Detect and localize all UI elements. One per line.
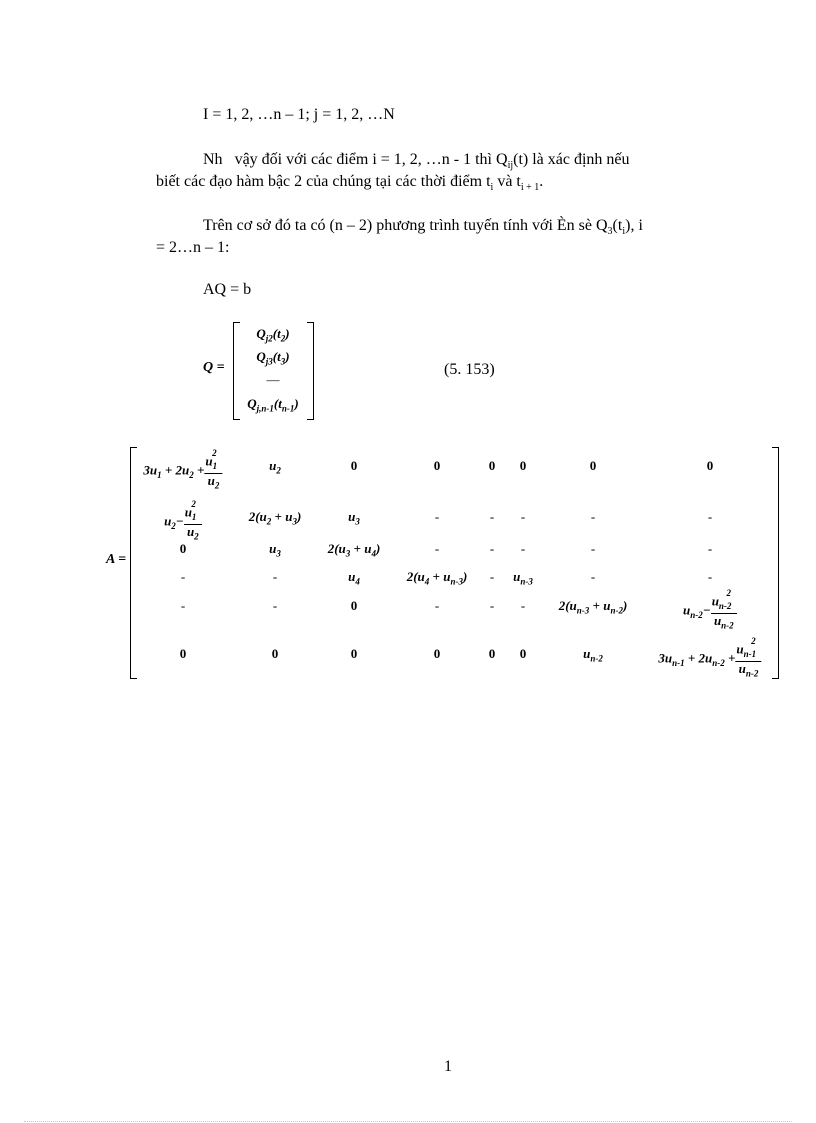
matrix-cell: 0 xyxy=(589,458,597,473)
matrix-cell: 0 xyxy=(519,458,527,473)
subscript: i xyxy=(490,182,494,194)
matrix-cell: - xyxy=(707,541,713,556)
matrix-cell: $u_{n-2}-$ $\frac{u_{n-2}^2}{u_{n-2}}$ xyxy=(683,590,737,633)
matrix-cell: - xyxy=(707,509,713,524)
para-text: Trên cơ sở đó ta có (n – 2) phương trình tuyến tính với Èn sè Q xyxy=(203,217,608,234)
matrix-cell: 0 xyxy=(350,646,358,661)
matrix-cell: 0 xyxy=(179,541,187,556)
matrix-cell: $u_2$ xyxy=(269,458,281,476)
q-left-bracket xyxy=(233,322,240,420)
a-left-bracket xyxy=(130,447,137,679)
paragraph-q-definition-line2 xyxy=(156,172,543,197)
matrix-cell: 0 xyxy=(271,646,279,661)
matrix-cell: $u_{n-3}$ xyxy=(513,569,533,587)
matrix-cell: $u_{n-2}$ xyxy=(583,646,603,664)
equation-number: (5. 153) xyxy=(444,361,495,378)
paragraph-linear-system xyxy=(203,216,643,241)
q-row-4: $Q_{j,n-1}(t_{n-1})$ xyxy=(247,396,299,414)
matrix-cell: 0 xyxy=(433,458,441,473)
paragraph-linear-system-line2: = 2…n – 1: xyxy=(156,239,230,256)
matrix-cell: 0 xyxy=(179,646,187,661)
subscript: ij xyxy=(507,160,514,172)
matrix-cell: - xyxy=(590,569,596,584)
subscript: i + 1 xyxy=(520,182,540,194)
para-text: và t xyxy=(493,173,521,190)
q-row-3: — xyxy=(266,372,280,387)
matrix-cell: 0 xyxy=(488,646,496,661)
q-row-2: $Q_{j3}(t_3)$ xyxy=(256,349,290,367)
matrix-cell: - xyxy=(520,509,526,524)
matrix-cell: - xyxy=(180,598,186,613)
matrix-cell: 0 xyxy=(488,458,496,473)
matrix-cell: - xyxy=(707,569,713,584)
matrix-cell: - xyxy=(489,598,495,613)
subscript: i xyxy=(622,226,626,238)
matrix-cell: - xyxy=(520,598,526,613)
para-start: Nh xyxy=(203,151,223,168)
matrix-cell: $u_3$ xyxy=(269,541,281,559)
matrix-cell: - xyxy=(272,569,278,584)
matrix-cell: - xyxy=(520,541,526,556)
para-text: (t) là xác định nếu xyxy=(513,151,630,168)
matrix-cell: - xyxy=(272,598,278,613)
matrix-cell: $2(u_3 + u_4)$ xyxy=(327,541,381,559)
matrix-cell: - xyxy=(434,541,440,556)
matrix-cell: $2(u_4 + u_{n-3})$ xyxy=(406,569,468,587)
equation-aq-b: AQ = b xyxy=(203,281,252,298)
matrix-cell: $2(u_{n-3} + u_{n-2})$ xyxy=(558,598,628,616)
matrix-cell: $2(u_2 + u_3)$ xyxy=(248,509,302,527)
matrix-cell: $u_3$ xyxy=(348,509,360,527)
page-edge-divider xyxy=(24,1121,792,1122)
a-label: A = xyxy=(106,552,127,567)
matrix-cell: 0 xyxy=(706,458,714,473)
para-text: (t xyxy=(612,217,623,234)
matrix-cell: - xyxy=(180,569,186,584)
matrix-cell: 0 xyxy=(519,646,527,661)
page-number: 1 xyxy=(444,1058,452,1075)
q-label: Q = xyxy=(203,360,225,375)
matrix-cell: - xyxy=(590,509,596,524)
a-right-bracket xyxy=(772,447,779,679)
q-row-1: $Q_{j2}(t_2)$ xyxy=(256,326,290,344)
matrix-cell: $3u_1 + 2u_2$ + $\frac{u_1^2}{u_2}$ xyxy=(143,450,222,493)
para-text: ), i xyxy=(625,217,643,234)
subscript: 3 xyxy=(607,226,613,238)
matrix-cell: - xyxy=(489,509,495,524)
matrix-cell: - xyxy=(590,541,596,556)
matrix-cell: 0 xyxy=(433,646,441,661)
para-text: . xyxy=(539,173,544,190)
matrix-cell: 0 xyxy=(350,598,358,613)
q-right-bracket xyxy=(307,322,314,420)
matrix-cell: 0 xyxy=(350,458,358,473)
matrix-cell: $u_2-$ $\frac{u_1^2}{u_2}$ xyxy=(164,501,202,544)
matrix-cell: - xyxy=(434,598,440,613)
matrix-cell: - xyxy=(489,569,495,584)
matrix-cell: - xyxy=(489,541,495,556)
para-text: vậy đối với các điểm i = 1, 2, …n - 1 thì Q xyxy=(234,151,508,168)
matrix-cell: $u_4$ xyxy=(348,569,360,587)
para-text: biết các đạo hàm bậc 2 của chúng tại các thời điểm t xyxy=(156,173,491,190)
matrix-cell: $3u_{n-1} + 2u_{n-2}$ + $\frac{u_{n-1}^2}{u_{n-2}}$ xyxy=(658,638,761,681)
matrix-cell: - xyxy=(434,509,440,524)
index-range-line: I = 1, 2, …n – 1; j = 1, 2, …N xyxy=(203,106,395,123)
